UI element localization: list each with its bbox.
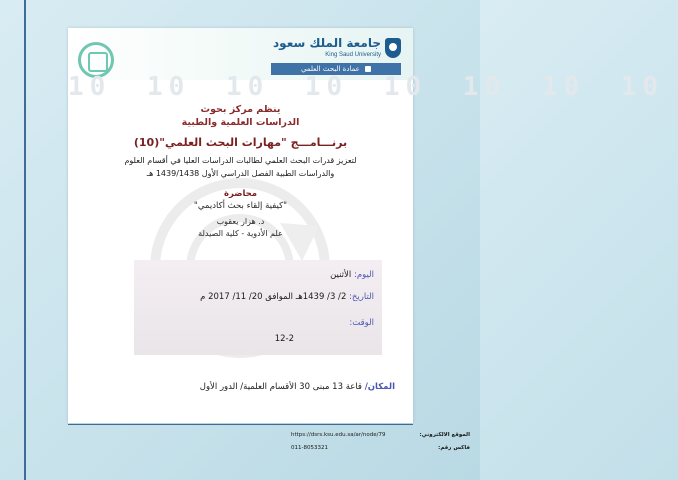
pattern-number: 10 — [383, 72, 428, 102]
pattern-number: 10 — [462, 72, 507, 102]
location-field — [80, 382, 395, 392]
website-label: الموقع الالكتروني: — [419, 432, 470, 438]
day-field — [330, 270, 374, 280]
organizer-line-2: الدراسات العلمية والطبية — [181, 117, 300, 128]
location-label: المكان/ — [364, 382, 395, 392]
day-label: اليوم: — [353, 270, 374, 280]
organizer-line-1: ينظم مركز بحوث — [200, 104, 281, 115]
program-title: برنـــامـــج "مهارات البحث العلمي"(10) — [133, 136, 348, 149]
lecture-kind: محاضرة — [223, 189, 258, 199]
location-value: قاعة 13 مبنى 30 الأقسام العلمية/ الدور الأول — [199, 382, 362, 392]
pattern-number: 10 — [620, 72, 665, 102]
pattern-number: 10 — [146, 72, 191, 102]
speaker-department: علم الأدوية - كلية الصيدلة — [198, 229, 283, 238]
purpose-line-1: لتعزيز قدرات البحث العلمي لطالبات الدراسات العليا في أقسام العلوم — [124, 156, 357, 165]
pattern-number: 10 — [68, 72, 112, 102]
time-field — [349, 318, 374, 328]
time-value: 12-2 — [274, 334, 294, 344]
decorative-number-pattern — [68, 72, 665, 102]
website-link[interactable]: https://dsrs.ksu.edu.sa/ar/node/79 — [291, 432, 386, 438]
pattern-number: 10 — [225, 72, 270, 102]
date-value: 2/ 3/ 1439هـ الموافق 20/ 11/ 2017 م — [200, 292, 347, 302]
fax-number: 011-8053321 — [291, 445, 328, 451]
fax-label: فاكس رقم: — [438, 445, 470, 451]
university-name-ar: جامعة الملك سعود — [273, 36, 381, 50]
date-field — [200, 292, 374, 302]
lecture-title: "كيفية إلقاء بحث أكاديمي" — [193, 201, 288, 211]
day-value: الأثنين — [330, 270, 352, 280]
event-details-panel — [134, 260, 382, 355]
time-label: الوقت: — [349, 318, 374, 328]
left-border-line — [24, 0, 26, 480]
footer-divider — [68, 424, 413, 425]
pattern-number: 10 — [304, 72, 349, 102]
university-crest-icon — [385, 38, 401, 58]
purpose-line-2: والدراسات الطبية الفصل الدراسي الأول 1439/1438 هـ — [146, 169, 335, 178]
deanship-text: عمادة البحث العلمي — [300, 65, 360, 73]
date-label: التاريخ: — [349, 292, 374, 302]
lecture-poster — [68, 28, 665, 423]
pattern-number: 10 — [541, 72, 586, 102]
university-name-en: King Saud University — [325, 52, 381, 58]
speaker-name: د. هزار يعقوب — [216, 217, 265, 226]
